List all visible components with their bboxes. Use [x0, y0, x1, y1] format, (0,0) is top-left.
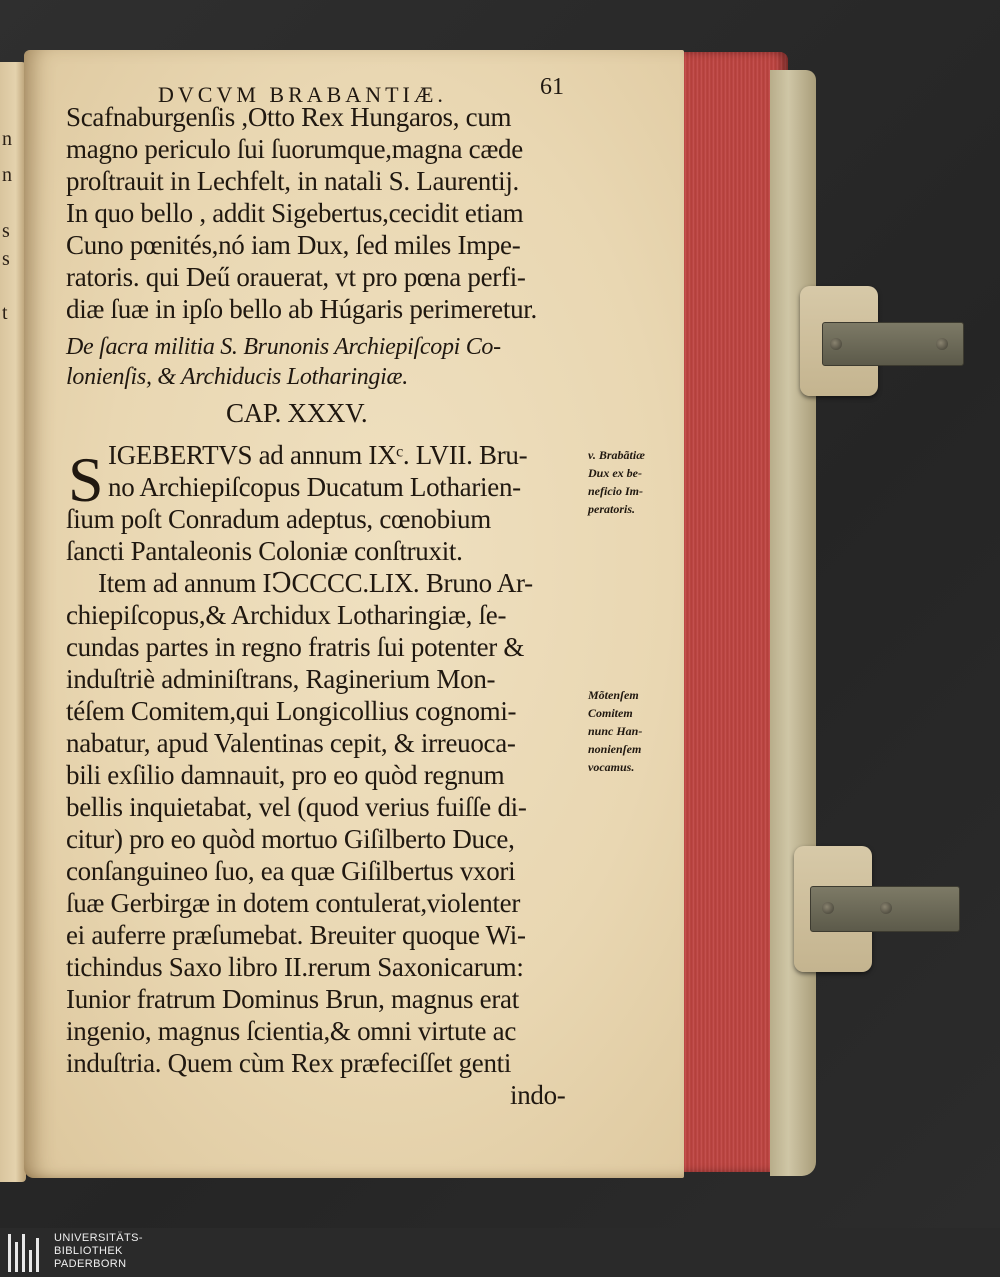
margin-note-line: neficio Im-: [588, 484, 643, 498]
text-line: conſanguineo ſuo, ea quæ Giſilbertus vxori: [66, 856, 516, 886]
text-line: diæ ſuæ in ipſo bello ab Húgaris perimeretur.: [66, 294, 537, 324]
decorated-initial: S: [68, 444, 104, 515]
text-line: proſtrauit in Lechfelt, in natali S. Laurentij.: [66, 166, 520, 196]
left-page-fragment: s: [2, 248, 10, 270]
text-line: induſtriè adminiſtrans, Raginerium Mon-: [66, 664, 496, 694]
margin-note-line: vocamus.: [588, 760, 635, 774]
text-line: Scafnaburgenſis ,Otto Rex Hungaros, cum: [66, 102, 512, 132]
rivet: [822, 902, 834, 914]
rivet: [936, 338, 948, 350]
book-cover-edge: [770, 70, 816, 1176]
text-line: bili exſilio damnauit, pro eo quòd regnum: [66, 760, 505, 790]
text-line: no Archiepiſcopus Ducatum Lotharien-: [108, 472, 521, 502]
previous-page-edge: [0, 62, 26, 1182]
text-line: ratoris. qui Deű orauerat, vt pro pœna perfi-: [66, 262, 526, 292]
margin-note-line: Dux ex be-: [588, 466, 642, 480]
library-name-line: UNIVERSITÄTS-: [54, 1232, 143, 1244]
text-line: ſium poſt Conradum adeptus, cœnobium: [66, 504, 491, 534]
margin-note-line: nunc Han-: [588, 724, 643, 738]
margin-note-line: nonienſem: [588, 742, 642, 756]
text-line: Cuno pœnités,nó iam Dux, ſed miles Impe-: [66, 230, 521, 260]
text-line: tichindus Saxo libro II.rerum Saxonicarum:: [66, 952, 524, 982]
text-line: induſtria. Quem cùm Rex præfeciſſet genti: [66, 1048, 512, 1078]
text-line: téſem Comitem,qui Longicollius cognomi-: [66, 696, 517, 726]
margin-note: [588, 686, 642, 776]
library-footer: [0, 1228, 1000, 1277]
text-line: magno periculo ſui ſuorumque,magna cæde: [66, 134, 523, 164]
text-line: chiepiſcopus,& Archidux Lotharingiæ, ſe-: [66, 600, 507, 630]
text-line: IGEBERTVS ad annum IXᶜ. LVII. Bru-: [108, 440, 528, 470]
margin-note: [588, 446, 645, 518]
section-heading: lonienſis, & Archiducis Lotharingiæ.: [66, 364, 408, 390]
margin-note-line: Mõtenſem: [588, 688, 639, 702]
text-line: citur) pro eo quòd mortuo Giſilberto Duce,: [66, 824, 515, 854]
margin-note-line: Comitem: [588, 706, 633, 720]
text-line: nabatur, apud Valentinas cepit, & irreuoca-: [66, 728, 516, 758]
left-page-fragment: n: [2, 164, 12, 186]
rivet: [880, 902, 892, 914]
page-number: 61: [540, 74, 564, 100]
text-line: Iunior fratrum Dominus Brun, magnus erat: [66, 984, 519, 1014]
text-line: cundas partes in regno fratris ſui potenter &: [66, 632, 525, 662]
text-line: bellis inquietabat, vel (quod verius fuiſſe di-: [66, 792, 527, 822]
library-name-line: BIBLIOTHEK: [54, 1245, 123, 1257]
margin-note-line: peratoris.: [588, 502, 636, 516]
library-name-line: PADERBORN: [54, 1258, 127, 1270]
text-line: In quo bello , addit Sigebertus,cecidit etiam: [66, 198, 524, 228]
section-heading: De ſacra militia S. Brunonis Archiepiſcopi Co-: [66, 334, 501, 360]
text-line: ei auferre præſumebat. Breuiter quoque Wi-: [66, 920, 526, 950]
text-line: ſancti Pantaleonis Coloniæ conſtruxit.: [66, 536, 463, 566]
margin-note-line: v. Brabãtiæ: [588, 448, 645, 462]
rivet: [830, 338, 842, 350]
chapter-heading: CAP. XXXV.: [226, 398, 368, 428]
catchword: indo-: [510, 1080, 566, 1110]
running-title: DVCVM BRABANTIÆ.: [158, 82, 447, 107]
library-logo-icon: [6, 1234, 46, 1272]
text-line: Item ad annum IↃCCCC.LIX. Bruno Ar-: [98, 568, 533, 598]
left-page-fragment: n: [2, 128, 12, 150]
text-line: ingenio, magnus ſcientia,& omni virtute ac: [66, 1016, 517, 1046]
left-page-fragment: t: [2, 302, 8, 324]
left-page-fragment: s: [2, 220, 10, 242]
text-line: ſuæ Gerbirgæ in dotem contulerat,violenter: [66, 888, 521, 918]
